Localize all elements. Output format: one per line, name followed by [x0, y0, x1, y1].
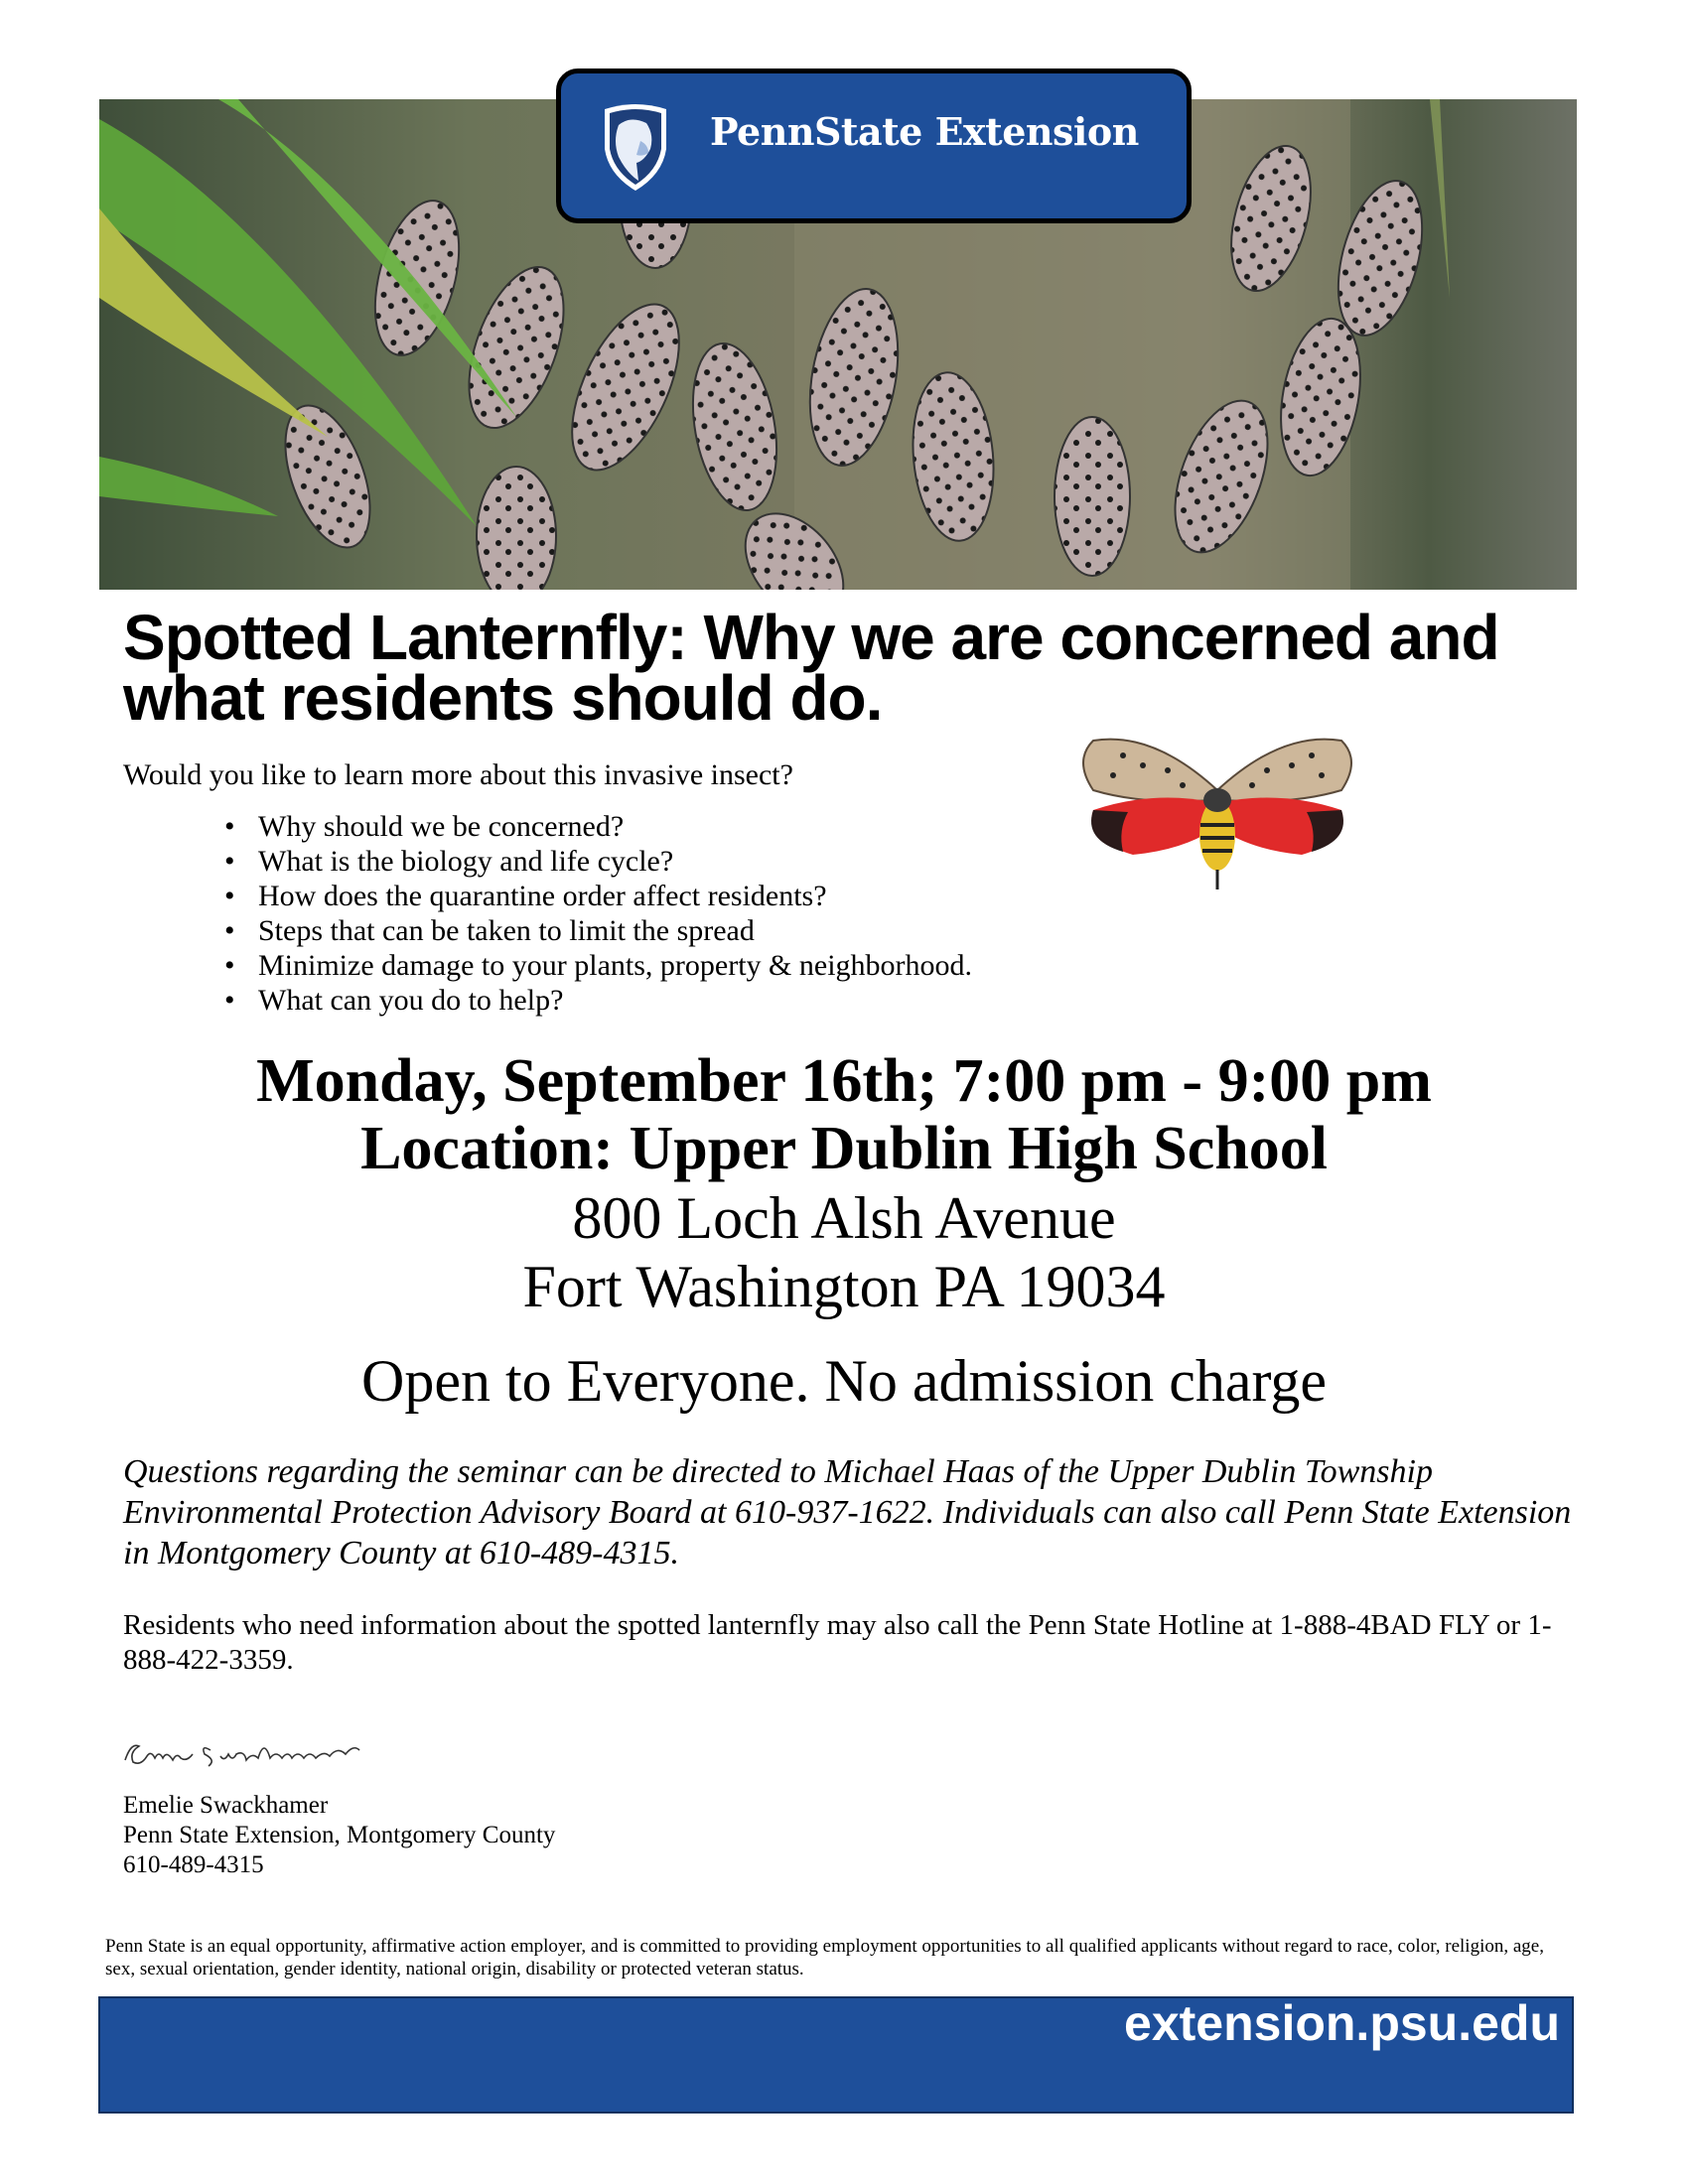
admission-note: Open to Everyone. No admission charge	[361, 1348, 1327, 1414]
questions-paragraph: Questions regarding the seminar can be directed to Michael Haas of the Upper Dublin Township Environmental Protection Advisory Board at 610-937-1622. Individuals can also call Penn State Extension in Montgomery County at 610-489-4315.	[123, 1453, 1572, 1571]
list-item: • How does the quarantine order affect residents?	[224, 879, 972, 913]
brand-name: PennState Extension	[710, 109, 1139, 154]
list-item: • Why should we be concerned?	[224, 809, 972, 844]
contact-phone: 610-489-4315	[123, 1851, 264, 1878]
nittany-lion-shield-icon	[601, 101, 670, 193]
contact-name: Emelie Swackhamer	[123, 1792, 329, 1819]
intro-text: Would you like to learn more about this invasive insect?	[123, 758, 793, 791]
equal-opportunity-disclaimer: Penn State is an equal opportunity, affirmative action employer, and is committed to providing employment opportunities to all qualified applicants without regard to race, color, religion, age, sex, sexual orientation, gender identity, national origin, disability or protected veteran status.	[105, 1936, 1544, 1979]
page-title: Spotted Lanternfly: Why we are concerned and what residents should do.	[123, 602, 1499, 734]
lanternfly-illustration	[1073, 731, 1361, 891]
list-item: • Steps that can be taken to limit the spread	[224, 913, 972, 948]
event-location: Location: Upper Dublin High School	[360, 1115, 1328, 1182]
event-address-line1: 800 Loch Alsh Avenue	[572, 1185, 1116, 1251]
handwritten-signature	[121, 1732, 409, 1772]
topic-list	[224, 809, 972, 1018]
list-item: • Minimize damage to your plants, property & neighborhood.	[224, 948, 972, 983]
hotline-paragraph: Residents who need information about the spotted lanternfly may also call the Penn State Hotline at 1-888-4BAD FLY or 1-888-422-3359.	[123, 1609, 1552, 1676]
penn-state-extension-logo	[556, 68, 1192, 223]
list-item: • What is the biology and life cycle?	[224, 844, 972, 879]
contact-org: Penn State Extension, Montgomery County	[123, 1822, 556, 1848]
event-address-line2: Fort Washington PA 19034	[522, 1254, 1166, 1319]
contact-block	[123, 1791, 555, 1880]
list-item: • What can you do to help?	[224, 983, 972, 1018]
footer-band	[98, 1996, 1574, 2114]
event-datetime: Monday, September 16th; 7:00 pm - 9:00 pm	[256, 1047, 1432, 1115]
footer-url-link[interactable]: extension.psu.edu	[1124, 1995, 1560, 2051]
